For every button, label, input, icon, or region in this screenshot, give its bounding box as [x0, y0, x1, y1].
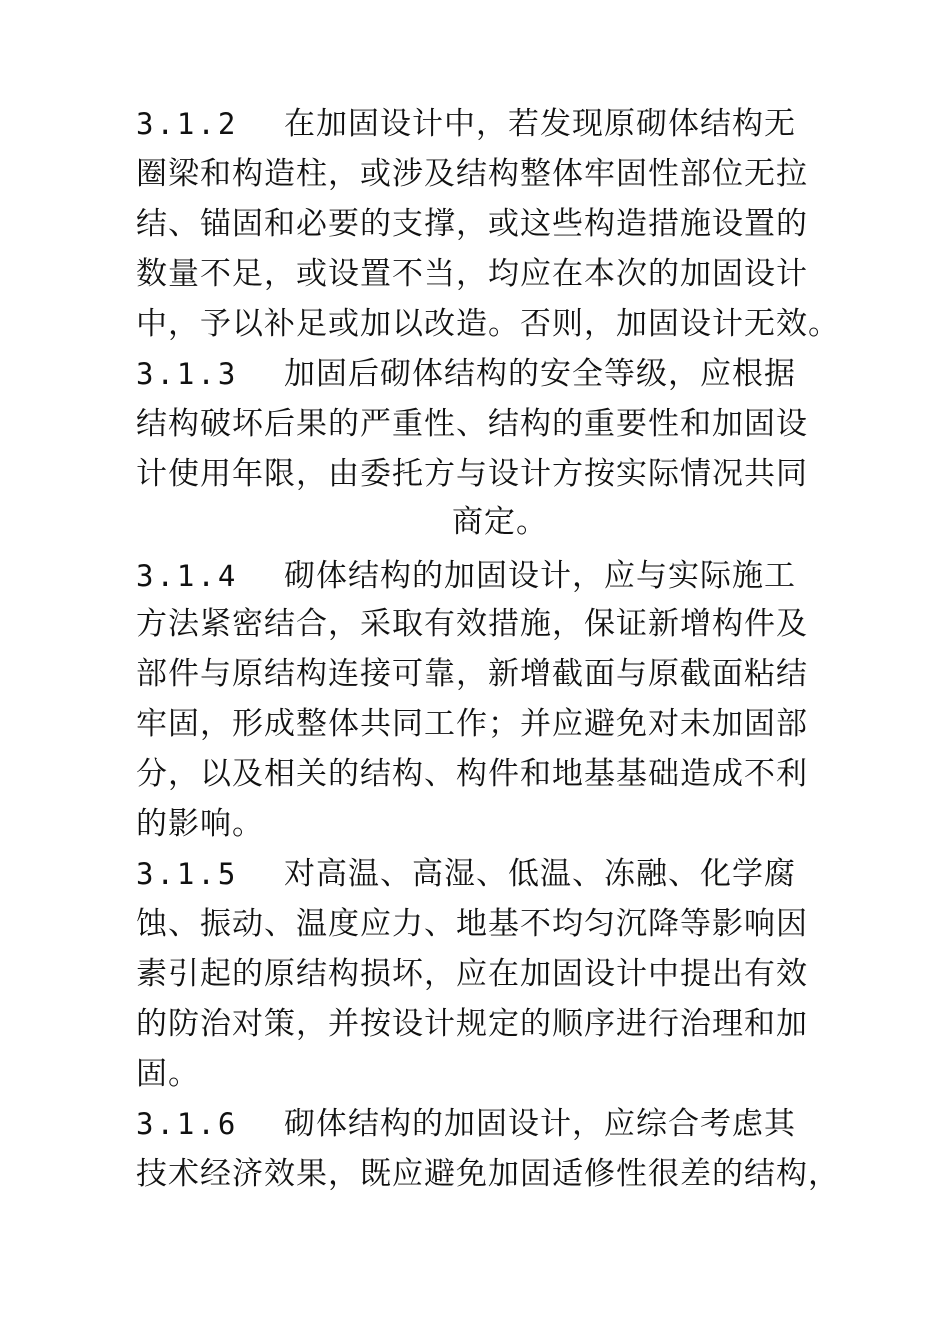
clause-text: 砌体结构的加固设计，应与实际施工 [284, 558, 796, 594]
clause-text: 砌体结构的加固设计，应综合考虑其 [284, 1106, 796, 1142]
clause-number: 3.1.3 [136, 357, 239, 391]
clause-number: 3.1.4 [136, 559, 239, 593]
clause-text-line: 技术经济效果，既应避免加固适修性很差的结构， [136, 1156, 840, 1192]
clause-text-line: 固。 [136, 1056, 200, 1092]
clause-3-1-4-heading-line [136, 556, 796, 596]
clause-3-1-2-heading-line [136, 104, 796, 144]
clause-text: 加固后砌体结构的安全等级，应根据 [284, 356, 796, 392]
clause-number: 3.1.2 [136, 107, 239, 141]
clause-text-line: 牢固，形成整体共同工作；并应避免对未加固部 [136, 706, 808, 742]
clause-number: 3.1.6 [136, 1107, 239, 1141]
clause-text-line: 中，予以补足或加以改造。否则，加固设计无效。 [136, 306, 840, 342]
clause-text: 对高温、高湿、低温、冻融、化学腐 [284, 856, 796, 892]
clause-text-line: 圈梁和构造柱，或涉及结构整体牢固性部位无拉 [136, 156, 808, 192]
clause-text-line: 结、锚固和必要的支撑，或这些构造措施设置的 [136, 206, 808, 242]
clause-text-line: 的影响。 [136, 806, 264, 842]
clause-number: 3.1.5 [136, 857, 239, 891]
clause-text-line: 结构破坏后果的严重性、结构的重要性和加固设 [136, 406, 808, 442]
clause-text-line-centered: 商定。 [452, 504, 548, 540]
clause-text-line: 方法紧密结合，采取有效措施，保证新增构件及 [136, 606, 808, 642]
clause-text-line: 蚀、振动、温度应力、地基不均匀沉降等影响因 [136, 906, 808, 942]
clause-text-line: 数量不足，或设置不当，均应在本次的加固设计 [136, 256, 808, 292]
clause-text-line: 素引起的原结构损坏，应在加固设计中提出有效 [136, 956, 808, 992]
clause-text: 在加固设计中，若发现原砌体结构无 [284, 106, 796, 142]
clause-text-line: 的防治对策，并按设计规定的顺序进行治理和加 [136, 1006, 808, 1042]
clause-3-1-5-heading-line [136, 854, 796, 894]
clause-text-line: 部件与原结构连接可靠，新增截面与原截面粘结 [136, 656, 808, 692]
clause-text-line: 计使用年限，由委托方与设计方按实际情况共同 [136, 456, 808, 492]
clause-3-1-3-heading-line [136, 354, 796, 394]
clause-3-1-6-heading-line [136, 1104, 796, 1144]
clause-text-line: 分，以及相关的结构、构件和地基基础造成不利 [136, 756, 808, 792]
